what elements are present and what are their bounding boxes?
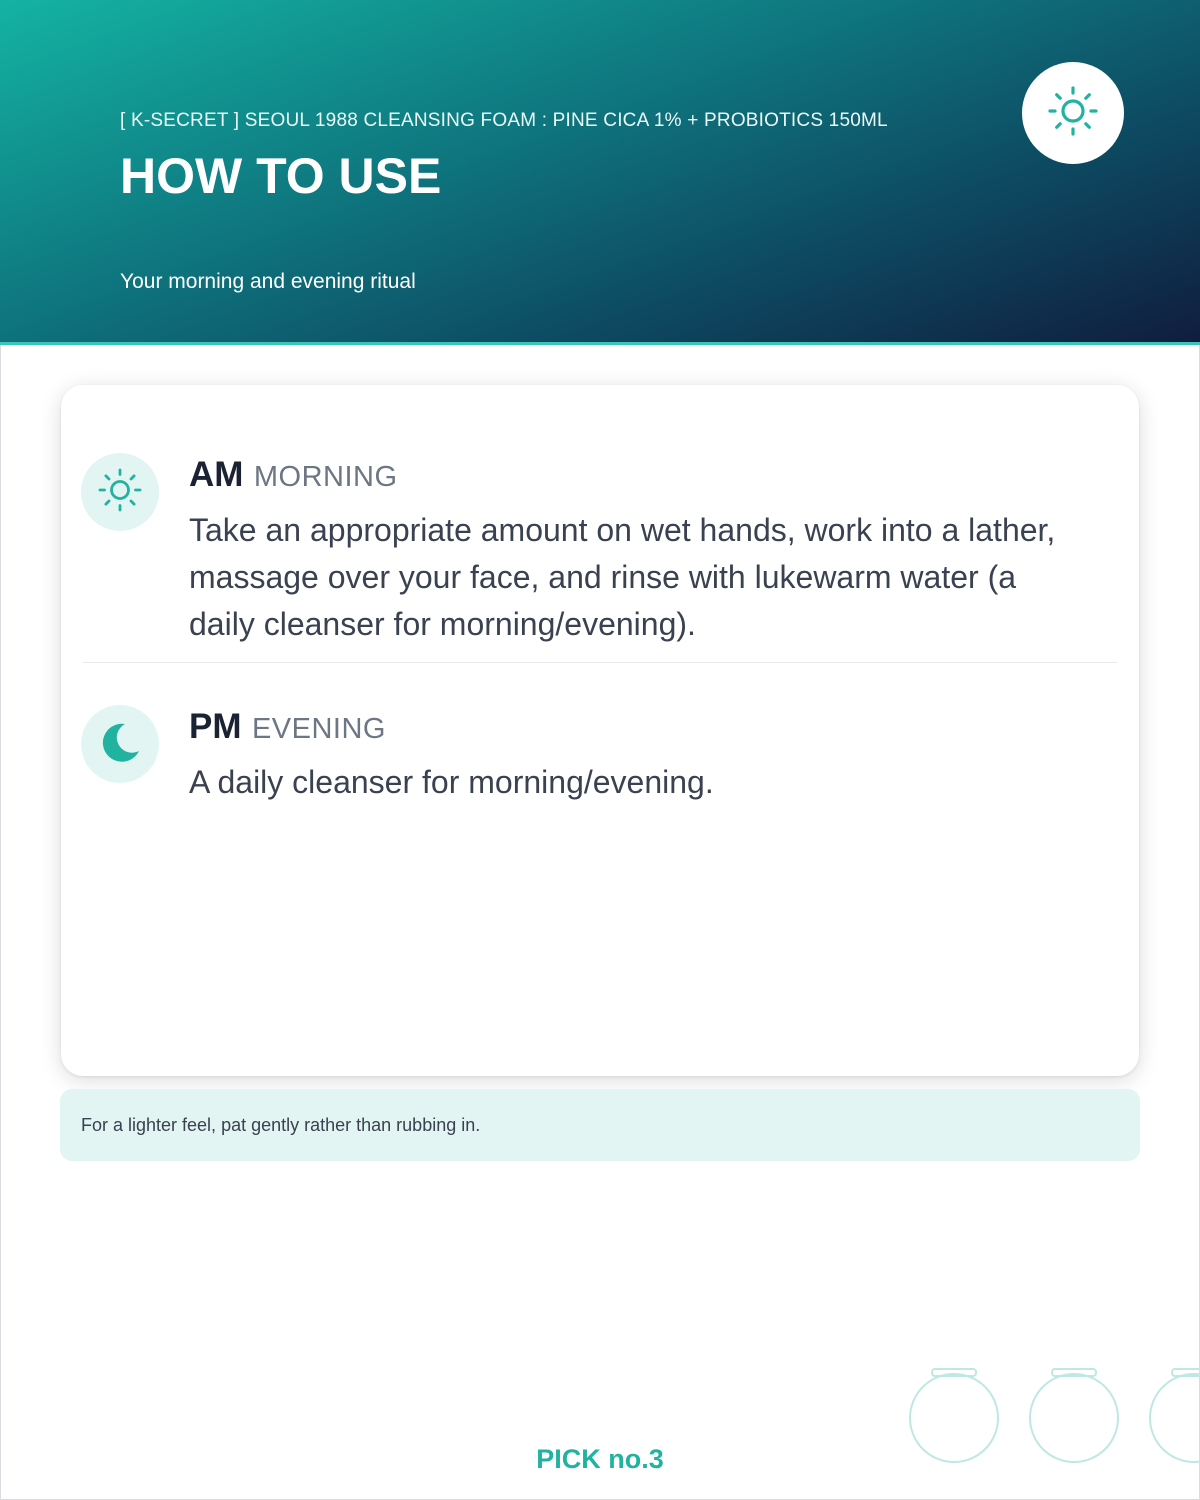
usage-card: [61, 385, 1139, 1076]
sun-icon: [1044, 82, 1102, 145]
moon-icon: [95, 717, 145, 772]
step-am-label: MORNING: [253, 461, 398, 493]
step-pm-text: A daily cleanser for morning/evening.: [189, 764, 714, 800]
header-sun-badge: [1022, 62, 1124, 164]
page-subtitle: Your morning and evening ritual: [120, 270, 416, 293]
step-pm-heading: [189, 707, 386, 747]
step-am-code: AM: [189, 455, 244, 494]
tip-box: [60, 1089, 1140, 1161]
step-pm-icon-circle: [81, 705, 159, 783]
step-am-text: Take an appropriate amount on wet hands, work into a lather, massage over your face, and rinse with lukewarm water (a daily cleanser for morning/evening).: [189, 512, 1056, 642]
sun-icon: [95, 465, 145, 520]
step-am-heading: [189, 455, 398, 495]
step-pm-label: EVENING: [251, 713, 386, 745]
pick-number: PICK no.3: [536, 1444, 664, 1474]
tip-text: For a lighter feel, pat gently rather than rubbing in.: [81, 1114, 481, 1135]
page-title: HOW TO USE: [120, 148, 442, 204]
step-pm-code: PM: [189, 707, 242, 746]
step-am-icon-circle: [81, 453, 159, 531]
header-banner: [0, 0, 1200, 345]
step-divider: [83, 662, 1117, 663]
product-name: [ K-SECRET ] SEOUL 1988 CLEANSING FOAM : PINE CICA 1% + PROBIOTICS 150ML: [120, 110, 888, 131]
